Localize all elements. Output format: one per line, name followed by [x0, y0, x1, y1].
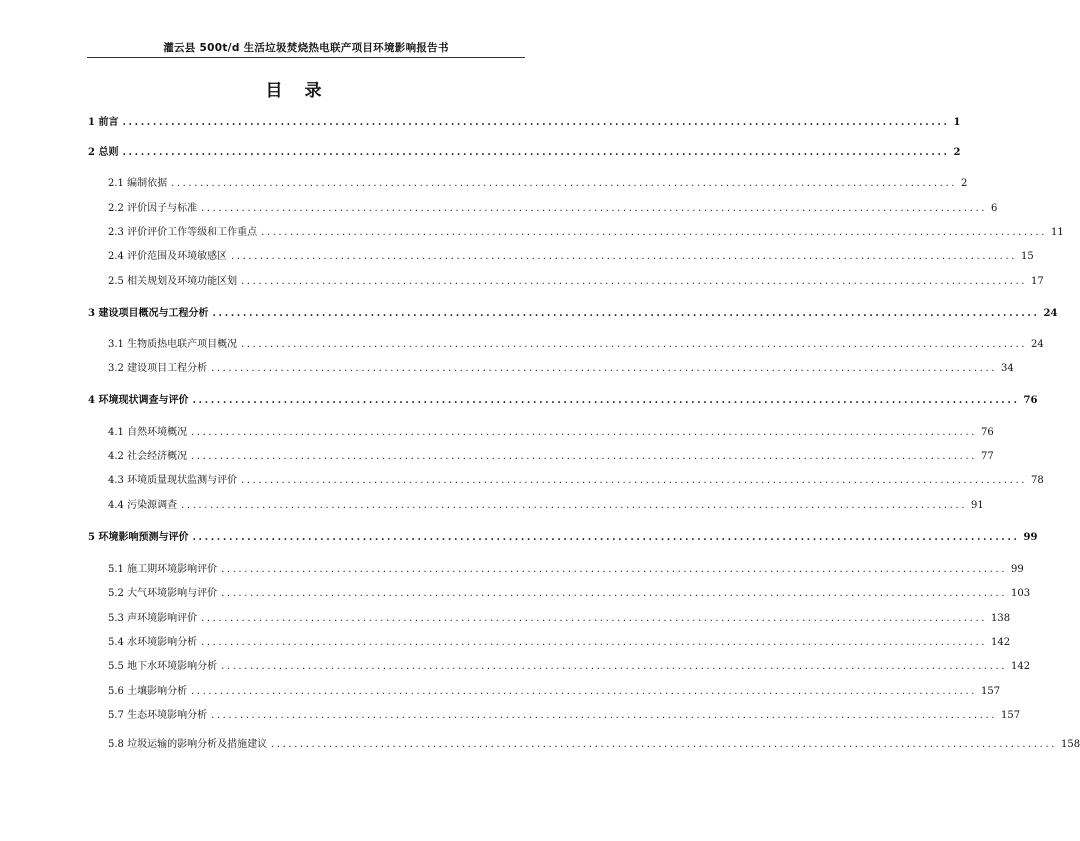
toc-entry-label: 4.3 环境质量现状监测与评价 [108, 475, 238, 486]
toc-entry[interactable] [108, 560, 1024, 576]
toc-entry-label: 5.2 大气环境影响与评价 [108, 588, 218, 599]
page-title: 目 录 [265, 81, 330, 101]
dot-leader: ........................................................................................................................................ [211, 363, 997, 374]
toc-entry[interactable] [108, 447, 994, 463]
dot-leader: ........................................................................................................................................ [171, 178, 957, 189]
toc-entry-page: 6 [991, 203, 998, 214]
toc-entry-page: 2 [953, 147, 961, 158]
dot-leader: ........................................................................................................................................ [201, 637, 987, 648]
toc-entry-label: 3.1 生物质热电联产项目概况 [108, 339, 238, 350]
dot-leader: ........................................................................................................................................ [221, 564, 1007, 575]
dot-leader: ........................................................................................................................................ [122, 117, 950, 128]
toc-entry-label: 5.8 垃圾运输的影响分析及措施建议 [108, 739, 268, 750]
header-divider [87, 57, 525, 58]
toc-entry[interactable] [108, 335, 1044, 351]
toc-entry[interactable] [108, 174, 968, 190]
dot-leader: ........................................................................................................................................ [212, 308, 1040, 319]
dot-leader: ........................................................................................................................................ [241, 339, 1027, 350]
dot-leader: ........................................................................................................................................ [201, 203, 987, 214]
toc-entry[interactable] [108, 735, 1080, 751]
toc-entry-label: 5.7 生态环境影响分析 [108, 710, 208, 721]
toc-entry[interactable] [88, 304, 1058, 320]
dot-leader: ........................................................................................................................................ [192, 395, 1020, 406]
toc-entry[interactable] [108, 223, 1064, 239]
toc-entry[interactable] [108, 496, 984, 512]
dot-leader: ........................................................................................................................................ [231, 251, 1017, 262]
toc-entry-label: 5 环境影响预测与评价 [88, 532, 189, 543]
toc-entry-label: 4.1 自然环境概况 [108, 427, 188, 438]
toc-entry[interactable] [88, 113, 961, 129]
toc-entry-page: 103 [1011, 588, 1031, 599]
toc-entry-page: 77 [981, 451, 994, 462]
dot-leader: ........................................................................................................................................ [261, 227, 1047, 238]
toc-entry[interactable] [108, 633, 1011, 649]
toc-entry-page: 76 [981, 427, 994, 438]
toc-entry-label: 5.4 水环境影响分析 [108, 637, 198, 648]
toc-entry[interactable] [108, 272, 1044, 288]
toc-entry[interactable] [108, 609, 1011, 625]
dot-leader: ........................................................................................................................................ [191, 451, 977, 462]
dot-leader: ........................................................................................................................................ [201, 613, 987, 624]
toc-entry[interactable] [88, 391, 1038, 407]
dot-leader: ........................................................................................................................................ [191, 427, 977, 438]
toc-entry-page: 78 [1031, 475, 1044, 486]
toc-entry-label: 2.3 评价评价工作等级和工作重点 [108, 227, 258, 238]
toc-entry-label: 4.2 社会经济概况 [108, 451, 188, 462]
toc-entry-label: 4.4 污染源调查 [108, 500, 178, 511]
toc-entry-page: 157 [1001, 710, 1021, 721]
toc-entry-page: 24 [1043, 308, 1058, 319]
toc-entry[interactable] [108, 657, 1031, 673]
toc-entry-page: 157 [981, 686, 1001, 697]
toc-entry-page: 24 [1031, 339, 1044, 350]
toc-entry-page: 76 [1023, 395, 1038, 406]
toc-entry-page: 138 [991, 613, 1011, 624]
toc-entry-page: 11 [1051, 227, 1064, 238]
toc-entry[interactable] [108, 682, 1001, 698]
dot-leader: ........................................................................................................................................ [241, 475, 1027, 486]
toc-entry[interactable] [108, 706, 1021, 722]
toc-entry-page: 158 [1061, 739, 1080, 750]
toc-entry[interactable] [108, 471, 1044, 487]
dot-leader: ........................................................................................................................................ [181, 500, 967, 511]
toc-entry-label: 3 建设项目概况与工程分析 [88, 308, 209, 319]
toc-entry-label: 4 环境现状调查与评价 [88, 395, 189, 406]
dot-leader: ........................................................................................................................................ [192, 532, 1020, 543]
toc-entry[interactable] [108, 359, 1014, 375]
dot-leader: ........................................................................................................................................ [241, 276, 1027, 287]
toc-entry-page: 142 [1011, 661, 1031, 672]
toc-entry[interactable] [108, 423, 994, 439]
toc-entry[interactable] [108, 584, 1031, 600]
toc-entry[interactable] [108, 199, 998, 215]
toc-entry-page: 142 [991, 637, 1011, 648]
dot-leader: ........................................................................................................................................ [191, 686, 977, 697]
toc-entry-label: 5.6 土壤影响分析 [108, 686, 188, 697]
dot-leader: ........................................................................................................................................ [122, 147, 950, 158]
toc-entry[interactable] [108, 247, 1034, 263]
running-header: 灌云县 500t/d 生活垃圾焚烧热电联产项目环境影响报告书 [163, 42, 449, 54]
dot-leader: ........................................................................................................................................ [211, 710, 997, 721]
toc-entry-label: 1 前言 [88, 117, 119, 128]
toc-entry-page: 91 [971, 500, 984, 511]
toc-entry-page: 15 [1021, 251, 1034, 262]
dot-leader: ........................................................................................................................................ [221, 661, 1007, 672]
toc-entry-label: 2.5 相关规划及环境功能区划 [108, 276, 238, 287]
toc-entry-page: 99 [1011, 564, 1024, 575]
toc-entry-page: 34 [1001, 363, 1014, 374]
toc-entry-page: 1 [953, 117, 961, 128]
toc-entry-page: 2 [961, 178, 968, 189]
toc-entry-label: 2.1 编制依据 [108, 178, 168, 189]
dot-leader: ........................................................................................................................................ [221, 588, 1007, 599]
toc-entry-label: 2.4 评价范围及环境敏感区 [108, 251, 228, 262]
toc-entry-page: 17 [1031, 276, 1044, 287]
toc-entry-page: 99 [1023, 532, 1038, 543]
toc-entry-label: 2 总则 [88, 147, 119, 158]
dot-leader: ........................................................................................................................................ [271, 739, 1057, 750]
toc-entry-label: 5.3 声环境影响评价 [108, 613, 198, 624]
toc-entry-label: 2.2 评价因子与标准 [108, 203, 198, 214]
toc-entry-label: 5.1 施工期环境影响评价 [108, 564, 218, 575]
toc-entry-label: 5.5 地下水环境影响分析 [108, 661, 218, 672]
toc-entry-label: 3.2 建设项目工程分析 [108, 363, 208, 374]
toc-entry[interactable] [88, 528, 1038, 544]
toc-entry[interactable] [88, 143, 961, 159]
